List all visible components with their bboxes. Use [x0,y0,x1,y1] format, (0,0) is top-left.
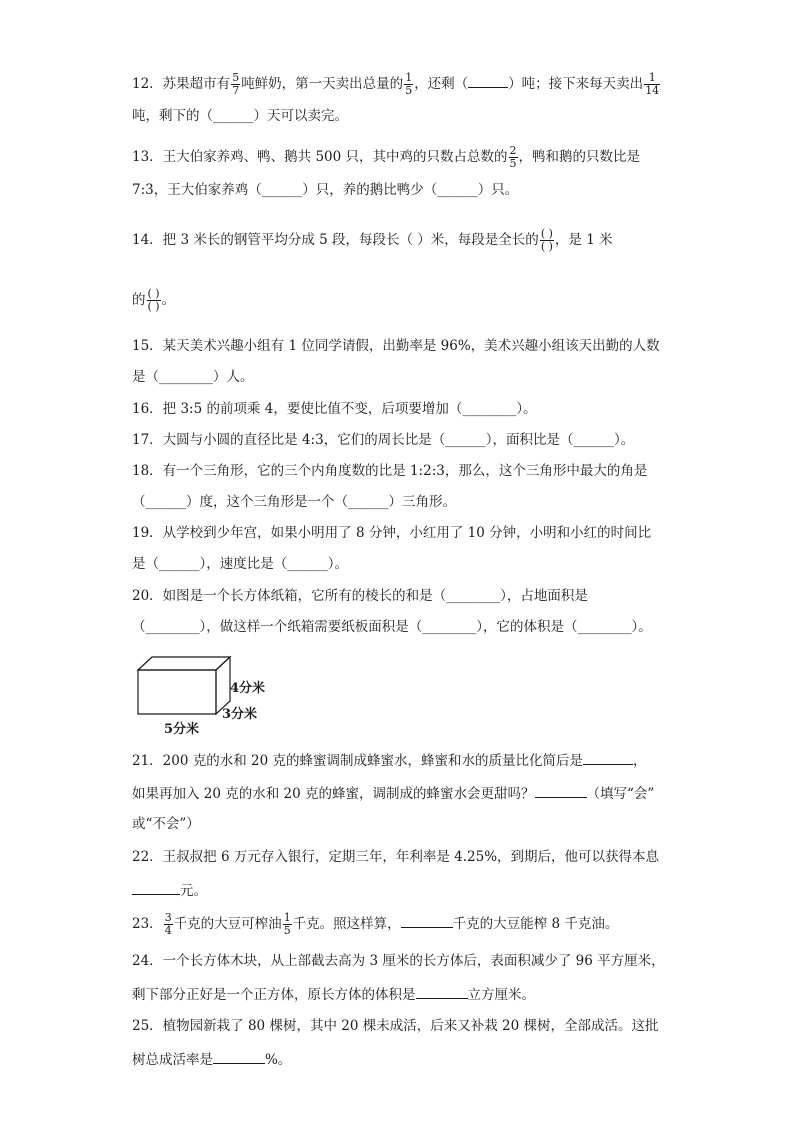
q14-fraction-blank-1[interactable]: $\frac{( )}{( )}$ [540,227,553,253]
q12-line1 [132,72,661,97]
q12-text-d: ）吨；接下来每天卖出 [508,76,644,92]
q12-text-c: ，还剩（ [414,76,469,92]
q22-line2: 元。 [132,880,207,900]
q24-answer-blank[interactable] [416,984,468,999]
q14-line2 [132,288,175,313]
q12-line2: 吨，剩下的（______）天可以卖完。 [132,108,348,124]
q21-answer-blank-2[interactable] [535,783,587,798]
q17-line1: 17．大圆与小圆的直径比是 4:3，它们的周长比是（______），面积比是（______）。 [132,432,635,448]
q24-line1: 24．一个长方体木块，从上部截去高为 3 厘米的长方体后，表面积减少了 96 平方厘米， [132,953,665,969]
q14-fraction-blank-2[interactable]: $\frac{( )}{( )}$ [147,287,160,313]
q25-answer-blank[interactable] [213,1049,265,1064]
q14-line1 [132,228,613,253]
q14-text-d: 。 [161,292,176,308]
q23-fraction-1: $\frac{3}{4}$ [164,911,172,937]
q13-fraction: $\frac{2}{5}$ [509,144,517,170]
q21-line2: 如果再加入 20 克的水和 20 克的蜂蜜，调制成的蜂蜜水会更甜吗？ （填写“会” [132,783,654,803]
q19-line2: 是（______），速度比是（______）。 [132,556,348,572]
q15-line1: 15．某天美术兴趣小组有 1 位同学请假，出勤率是 96%，美术兴趣小组该天出勤的人数 [132,338,660,354]
q14-text-c: 的 [132,292,146,308]
q16-line1: 16．把 3:5 的前项乘 4，要使比值不变，后项要增加（________）。 [132,401,537,417]
q21-line3: 或“不会”） [132,816,200,832]
q21-line1: 21．200 克的水和 20 克的蜂蜜调制成蜂蜜水，蜂蜜和水的质量比化简后是 ， [132,750,647,770]
q12-fraction-1: $\frac{5}{7}$ [232,71,240,97]
q12-fraction-2: $\frac{1}{5}$ [405,71,413,97]
q18-line2: （______）度，这个三角形是一个（______）三角形。 [132,494,456,510]
q23-answer-blank[interactable] [401,913,453,928]
q15-line2: 是（________）人。 [132,369,254,385]
q24-line2: 剩下部分正好是一个正方体，原长方体的体积是 立方厘米。 [132,984,535,1004]
q14-text-b: ，是 1 米 [554,232,613,248]
q12-answer-blank[interactable] [468,73,508,88]
q12-fraction-3: $\frac{1}{14}$ [645,71,660,97]
q13-line1 [132,145,640,170]
q13-line2: 7:3，王大伯家养鸡（______）只，养的鹅比鸭少（______）只。 [132,182,519,198]
q14-text-a: 14．把 3 米长的钢管平均分成 5 段，每段长（ ）米，每段是全长的 [132,232,539,248]
q21-answer-blank-1[interactable] [583,750,633,765]
q12-text-a: 12．苏果超市有 [132,76,231,92]
q22-answer-blank[interactable] [132,880,180,895]
figure-width-label: 3分米 [222,707,258,722]
q22-line1: 22．王叔叔把 6 万元存入银行，定期三年，年利率是 4.25%，到期后，他可以获得本息 [132,849,660,865]
q13-text-a: 13．王大伯家养鸡、鸭、鹅共 500 只，其中鸡的只数占总数的 [132,149,508,165]
q25-line2: 树总成活率是 %。 [132,1049,291,1069]
cuboid-figure [132,652,232,718]
figure-length-label: 5分米 [164,722,200,737]
figure-height-label: 4分米 [230,681,266,696]
q18-line1: 18．有一个三角形，它的三个内角度数的比是 1:2:3，那么，这个三角形中最大的角是 [132,463,648,479]
q25-line1: 25．植物园新栽了 80 棵树，其中 20 棵未成活，后来又补栽 20 棵树，全部成活。这批 [132,1018,659,1034]
q23-line1: 23． $\frac{3}{4}$ 千克的大豆可榨油 $\frac{1}{5}$ 千克。照这样算， 千克的大豆能榨 8 千克油。 [132,911,619,937]
q20-line2: （________），做这样一个纸箱需要纸板面积是（________），它的体积是（________）。 [132,619,652,635]
q19-line1: 19．从学校到少年宫，如果小明用了 8 分钟，小红用了 10 分钟，小明和小红的时间比 [132,525,652,541]
q20-line1: 20．如图是一个长方体纸箱，它所有的棱长的和是（________），占地面积是 [132,588,588,604]
q13-text-b: ，鸭和鹅的只数比是 [518,149,641,165]
q12-text-b: 吨鲜奶，第一天卖出总量的 [241,76,404,92]
q23-fraction-2: $\frac{1}{5}$ [283,911,291,937]
